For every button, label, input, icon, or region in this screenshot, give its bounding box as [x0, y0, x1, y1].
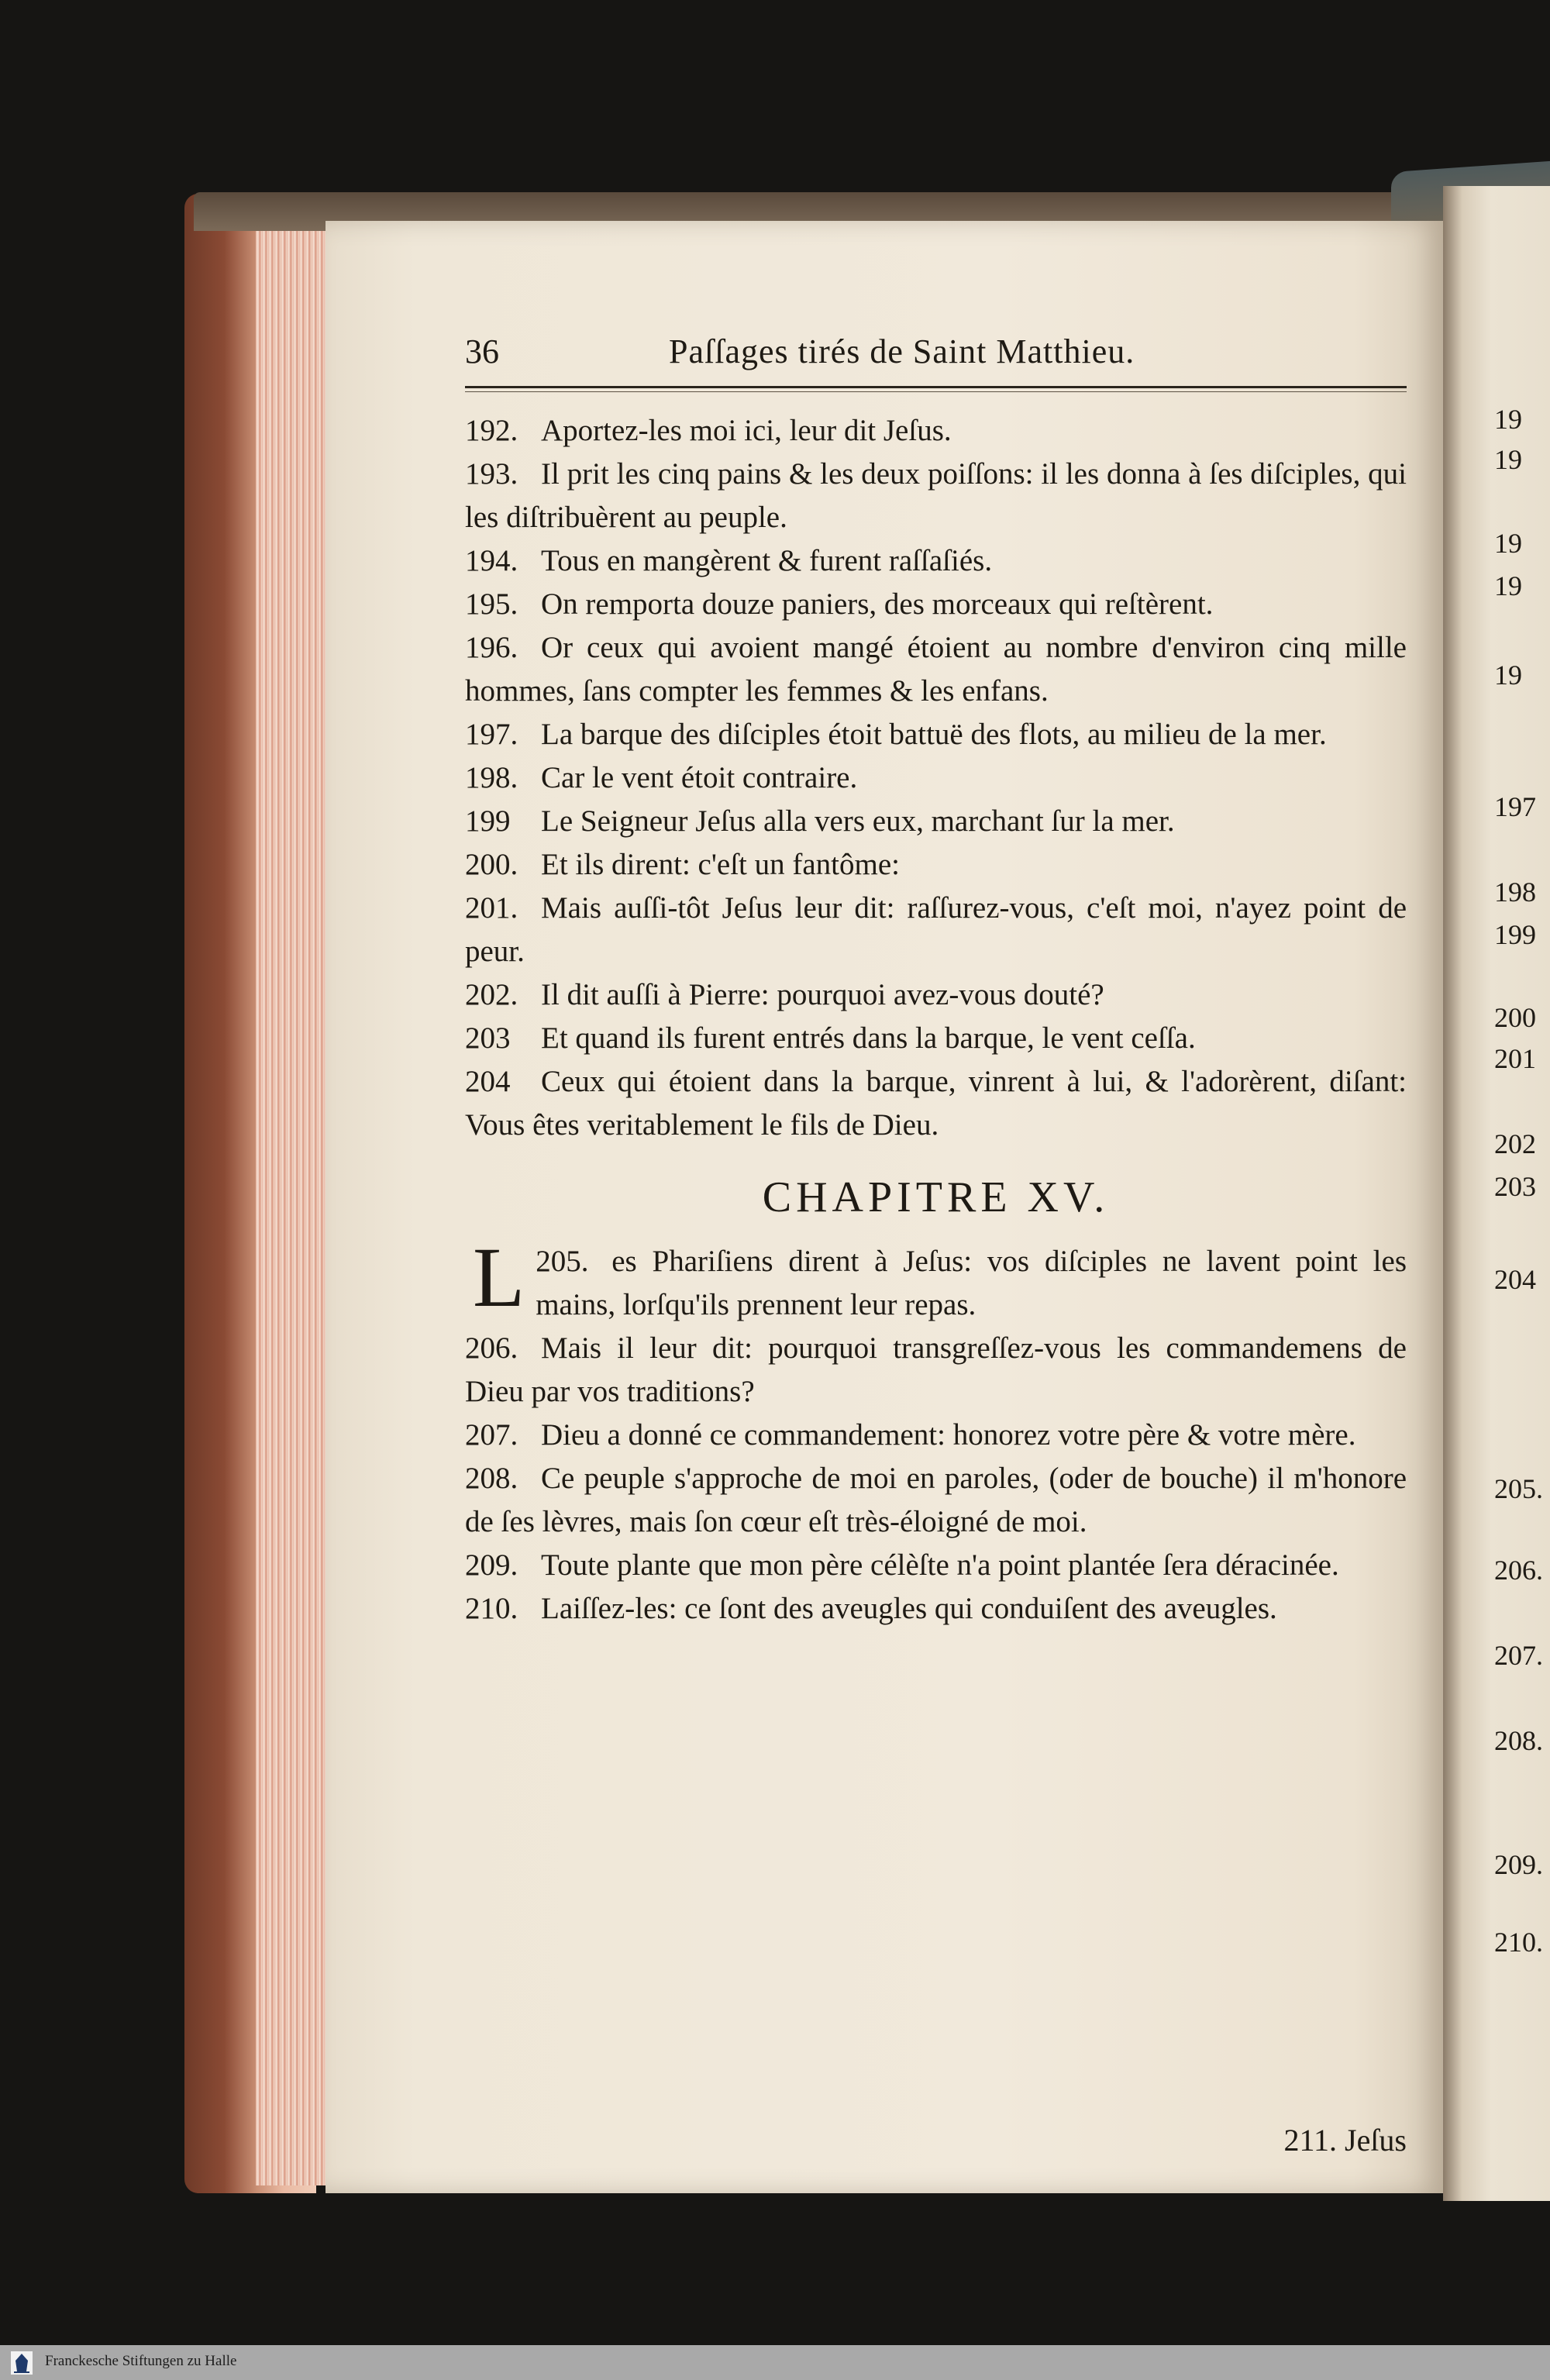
header-rule-thin: [465, 391, 1407, 392]
verse: [465, 1414, 1407, 1457]
facing-verse-number: 208.: [1494, 1725, 1543, 1756]
verse-number: 205.: [536, 1245, 589, 1278]
facing-verse-number: 19: [1494, 404, 1522, 435]
verse-number: 206.: [465, 1331, 518, 1365]
verse: [465, 800, 1407, 843]
verse: [465, 756, 1407, 800]
drop-capital: L: [473, 1230, 525, 1324]
page-stack-edge: [256, 217, 326, 2185]
verse-text: Il dit auſſi à Pierre: pourquoi avez-vous douté?: [541, 978, 1104, 1011]
verse: [465, 539, 1407, 583]
facing-verse-number: 207.: [1494, 1640, 1543, 1671]
facing-verse-number: 202: [1494, 1128, 1536, 1159]
verse-number: 203: [465, 1021, 511, 1055]
verse: [465, 973, 1407, 1017]
verse-number: 197.: [465, 718, 518, 751]
verse: [465, 1060, 1407, 1147]
header-rule: [465, 386, 1407, 388]
verse-number: 194.: [465, 544, 518, 577]
facing-verse-number: 19: [1494, 444, 1522, 475]
verse: [465, 1017, 1407, 1060]
verse-text: Il prit les cinq pains & les deux poiſſons: il les donna à ſes diſciples, qui les diſtribuèrent au peuple.: [465, 457, 1407, 534]
catchword: 211. Jeſus: [1283, 2123, 1407, 2158]
institution-logo-icon: [11, 2351, 33, 2375]
verse: [465, 626, 1407, 713]
verse-text: Le Seigneur Jeſus alla vers eux, marchant ſur la mer.: [541, 804, 1175, 838]
verse-number: 193.: [465, 457, 518, 491]
verse-text: Tous en mangèrent & furent raſſaſiés.: [541, 544, 993, 577]
facing-verse-number: 210.: [1494, 1927, 1543, 1958]
facing-verse-number: 19: [1494, 570, 1522, 601]
verse-number: 204: [465, 1065, 511, 1098]
verse: [465, 409, 1407, 453]
verse-text: La barque des diſciples étoit battuë des flots, au milieu de la mer.: [541, 718, 1327, 751]
verse-text: On remporta douze paniers, des morceaux qui reſtèrent.: [541, 587, 1214, 621]
verse-text: Or ceux qui avoient mangé étoient au nombre d'environ cinq mille hommes, ſans compter les femmes & les enfans.: [465, 631, 1407, 708]
verse-text: Dieu a donné ce commandement: honorez votre père & votre mère.: [541, 1418, 1356, 1452]
verse-text: Et quand ils furent entrés dans la barque, le vent ceſſa.: [541, 1021, 1196, 1055]
verse-text: Car le vent étoit contraire.: [541, 761, 858, 794]
verse: [465, 1327, 1407, 1414]
facing-verse-number: 206.: [1494, 1555, 1543, 1586]
facing-verse-number: 19: [1494, 660, 1522, 691]
facing-verse-number: 200: [1494, 1002, 1536, 1033]
verse-text: Et ils dirent: c'eſt un fantôme:: [541, 848, 900, 881]
verse-text: es Phariſiens dirent à Jeſus: vos diſciples ne lavent point les mains, lorſqu'ils prennent leur repas.: [536, 1245, 1407, 1321]
verse-number: 195.: [465, 587, 518, 621]
verse: [465, 583, 1407, 626]
page-header: [465, 324, 1407, 378]
verse-list: [465, 409, 1407, 1631]
verse: [465, 843, 1407, 887]
verse-number: 200.: [465, 848, 518, 881]
footer-credit: Franckesche Stiftungen zu Halle: [45, 2353, 237, 2369]
verse-number: 201.: [465, 891, 518, 925]
page-content: [465, 324, 1407, 2158]
facing-verse-number: 198: [1494, 877, 1536, 908]
verse-text: Toute plante que mon père célèſte n'a point plantée ſera déracinée.: [541, 1548, 1339, 1582]
facing-verse-number: 209.: [1494, 1849, 1543, 1880]
verse-number: 202.: [465, 978, 518, 1011]
verse: [465, 1587, 1407, 1631]
verse-number: 192.: [465, 414, 518, 447]
facing-verse-number: 197: [1494, 791, 1536, 822]
verse-number: 207.: [465, 1418, 518, 1452]
verse-text: Aportez-les moi ici, leur dit Jeſus.: [541, 414, 952, 447]
verse-text: Ceux qui étoient dans la barque, vinrent à lui, & l'adorèrent, diſant: Vous êtes veritablement le fils de Dieu.: [465, 1065, 1407, 1142]
verse: [465, 1230, 1407, 1327]
facing-verse-number: 204: [1494, 1264, 1536, 1295]
verse-text: Laiſſez-les: ce ſont des aveugles qui conduiſent des aveugles.: [541, 1592, 1277, 1625]
facing-verse-number: 199: [1494, 919, 1536, 950]
verse: [465, 713, 1407, 756]
verse-text: Ce peuple s'approche de moi en paroles, (oder de bouche) il m'honore de ſes lèvres, mais ſon cœur eſt très-éloigné de moi.: [465, 1462, 1407, 1538]
verse-number: 199: [465, 804, 511, 838]
verse: [465, 1457, 1407, 1544]
verse-text: Mais auſſi-tôt Jeſus leur dit: raſſurez-vous, c'eſt moi, n'ayez point de peur.: [465, 891, 1407, 968]
verse-number: 208.: [465, 1462, 518, 1495]
verse: [465, 887, 1407, 973]
facing-verse-number: 19: [1494, 528, 1522, 559]
verse: [465, 1544, 1407, 1587]
facing-verse-number: 201: [1494, 1043, 1536, 1074]
verse-number: 198.: [465, 761, 518, 794]
facing-verse-number: 203: [1494, 1171, 1536, 1202]
page-number: 36: [465, 332, 499, 370]
facing-verse-number: 205.: [1494, 1473, 1543, 1504]
verse-number: 196.: [465, 631, 518, 664]
verse-number: 210.: [465, 1592, 518, 1625]
verse: [465, 453, 1407, 539]
verse-text: Mais il leur dit: pourquoi transgreſſez-vous les commandemens de Dieu par vos traditions?: [465, 1331, 1407, 1408]
running-title: Paſſages tirés de Saint Matthieu.: [669, 332, 1135, 370]
verse-number: 209.: [465, 1548, 518, 1582]
chapter-heading: CHAPITRE XV.: [762, 1173, 1110, 1221]
